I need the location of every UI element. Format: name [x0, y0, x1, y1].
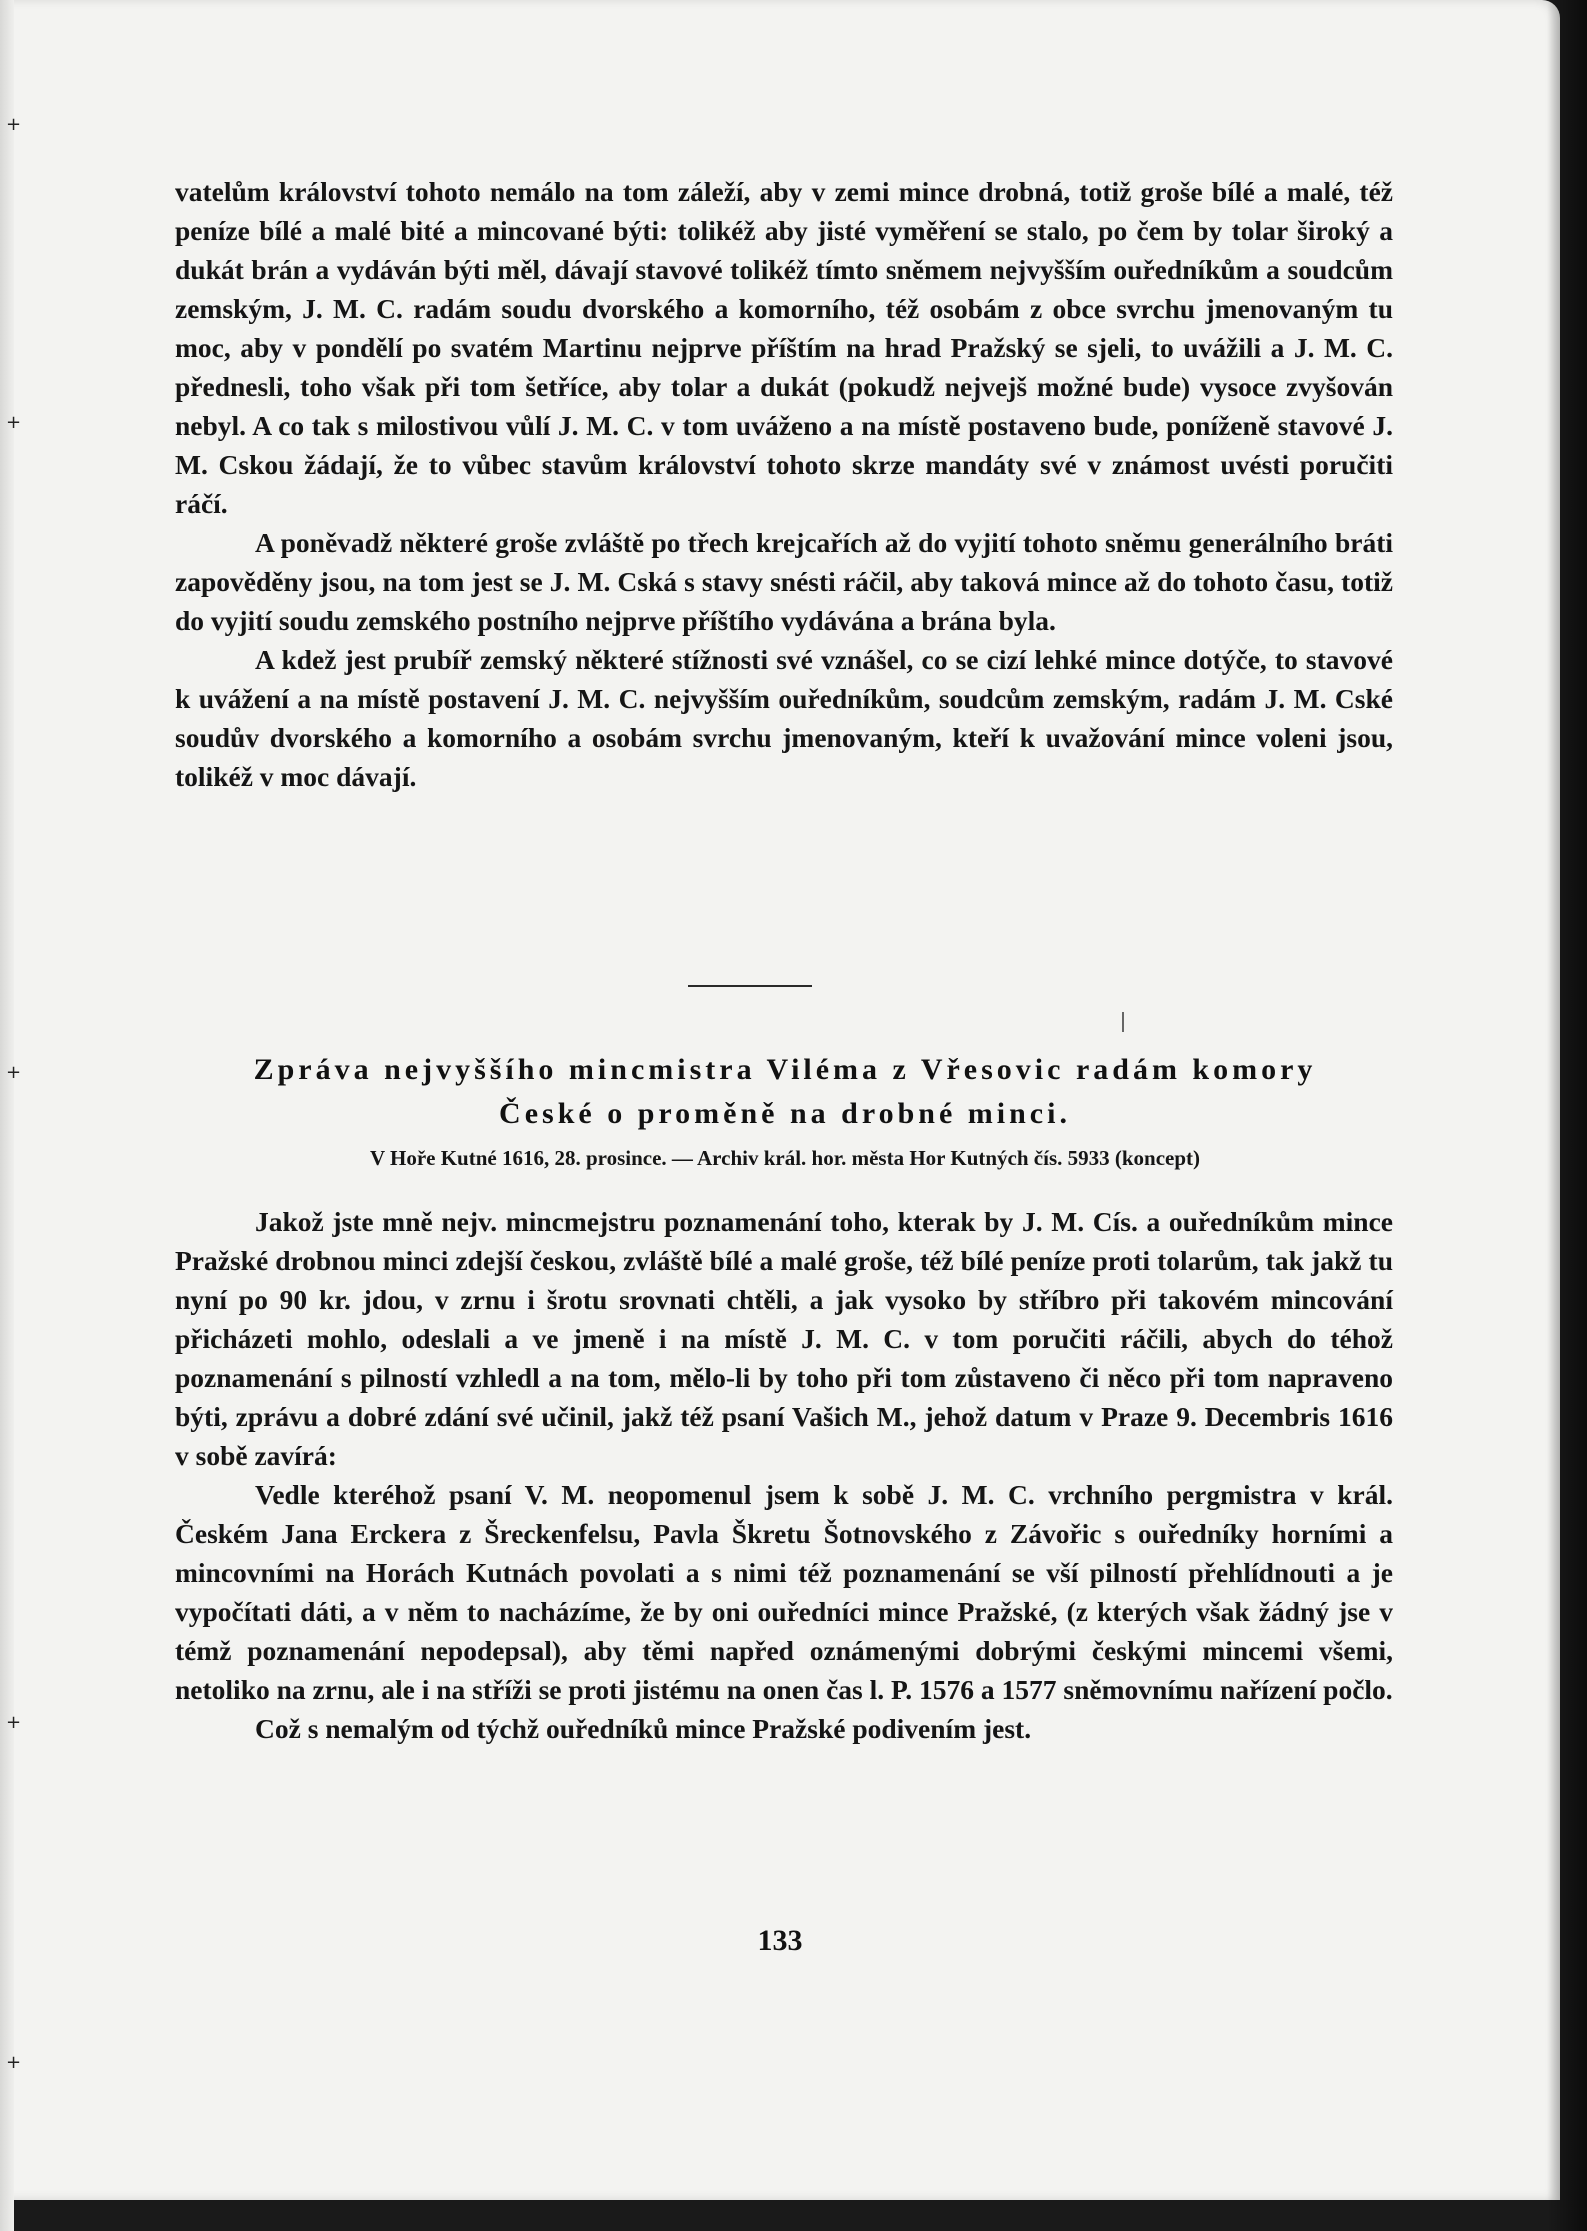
paragraph: A poněvadž některé groše zvláště po třech krejcařích až do vyjití tohoto sněmu generálního bráti zapověděny jsou, na tom jest se J. M. Cská s stavy snésti ráčil, aby taková mince až do tohoto času, totiž do vyjití soudu zemského postního nejprve příštího vydávána a brána byla. — [175, 527, 1393, 636]
page-number: 133 — [757, 1924, 803, 1957]
paragraph: vatelům království tohoto nemálo na tom záleží, aby v zemi mince drobná, totiž groše bílé a malé, též peníze bílé a malé bité a mincované býti: tolikéž aby jisté vyměření se stalo, po čem by tolar široký a dukát brán a vydáván býti měl, dávají stavové tolikéž tímto sněmem nejvyšším ouředníkům a soudcům zemským, J. M. C. radám soudu dvorského a komorního, též osobám z obce svrchu jmenovaným tu moc, aby v pondělí po svatém Martinu nejprve příštím na hrad Pražský se sjeli, to uvážili a J. M. C. přednesli, toho však při tom šetříce, aby tolar a dukát (pokudž nejvejš možné bude) vysoce zvyšován nebyl. A co tak s milostivou vůlí J. M. C. v tom uváženo a na místě postaveno bude, poníženě stavové J. M. Cskou žádají, že to vůbec stavům království tohoto skrze mandáty své v známost uvésti poručiti ráčí. — [175, 176, 1393, 519]
binding-mark-icon: + — [6, 114, 22, 135]
binding-mark-icon: + — [6, 412, 22, 433]
page-edge-shadow — [1547, 0, 1587, 2231]
section-divider — [688, 985, 812, 987]
binding-mark-icon: + — [6, 1062, 22, 1083]
source-note: V Hoře Kutné 1616, 28. prosince. — Archiv král. hor. města Hor Kutných čís. 5933 (koncept) — [369, 1146, 1201, 1170]
binding-mark-icon: + — [6, 1712, 22, 1733]
section-heading — [150, 1048, 1420, 1136]
heading-line: České o proměně na drobné minci. — [499, 1097, 1071, 1130]
bottom-text-block — [175, 1202, 1393, 1748]
paragraph: Což s nemalým od týchž ouředníků mince Pražské podivením jest. — [255, 1713, 1032, 1744]
heading-line: Zpráva nejvyššího mincmistra Viléma z Vřesovic radám komory — [253, 1053, 1317, 1086]
paragraph: Vedle kteréhož psaní V. M. neopomenul jsem k sobě J. M. C. vrchního pergmistra v král. Českém Jana Erckera z Šreckenfelsu, Pavla Škretu Šotnovského z Závořic s ouředníky horními a mincovními na Horách Kutnách povolati a s nimi též poznamenání se vší pilností přehlídnouti a je vypočítati dáti, a v něm to nacházíme, že by oni ouředníci mince Pražské, (z kterých však žádný jse v témž poznamenání nepodepsal), aby těmi napřed oznámenými dobrými českými mincemi všemi, netoliko na zrnu, ale i na stříži se proti jistému na onen čas l. P. 1576 a 1577 sněmovnímu nařízení počlo. — [175, 1479, 1393, 1705]
page-spine — [0, 0, 22, 2231]
binding-mark-icon: + — [6, 2052, 22, 2073]
paragraph: A kdež jest prubíř zemský některé stížnosti své vznášel, co se cizí lehké mince dotýče, to stavové k uvážení a na místě postavení J. M. C. nejvyšším ouředníkům, soudcům zemským, radám J. M. Cské soudův dvorského a komorního a osobám svrchu jmenovaným, kteří k uvažování mince voleni jsou, tolikéž v moc dávají. — [175, 644, 1393, 792]
top-text-block — [175, 172, 1393, 796]
paragraph: Jakož jste mně nejv. mincmejstru poznamenání toho, kterak by J. M. Cís. a ouředníkům mince Pražské drobnou minci zdejší českou, zvláště bílé a malé groše, též bílé peníze proti tolarům, tak jakž tu nyní po 90 kr. jdou, v zrnu i šrotu srovnati chtěli, a jak vysoko by stříbro při takovém mincování přicházeti mohlo, odeslali a ve jmeně i na místě J. M. C. v tom poručiti ráčili, abych do téhož poznamenání s pilností vzhledl a na tom, mělo-li by toho při tom zůstaveno či něco při tom napraveno býti, zprávu a dobré zdání své učinil, jakž též psaní Vašich M., jehož datum v Praze 9. Decembris 1616 v sobě zavírá: — [175, 1206, 1393, 1471]
stray-mark — [1122, 1012, 1124, 1032]
